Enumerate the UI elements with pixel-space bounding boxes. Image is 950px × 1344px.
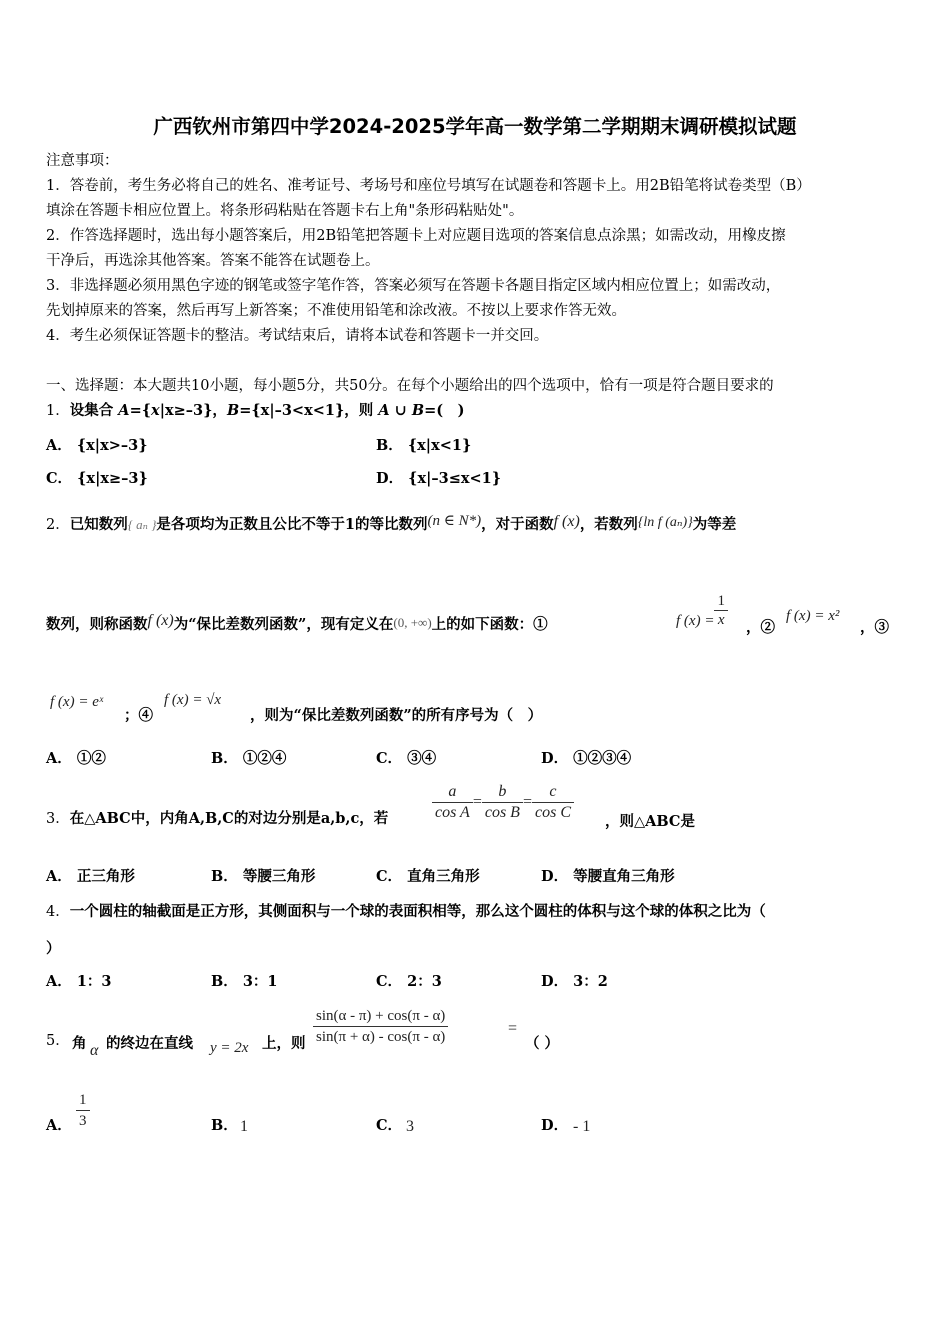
q3-tail: ，则△ABC是 (605, 813, 695, 830)
q3-option-a: A． 正三角形 (46, 868, 135, 885)
q4-option-b: B． 3：1 (211, 973, 278, 990)
q5-option-d-label: D． (541, 1117, 569, 1134)
q5-text-1: 角 (72, 1035, 87, 1052)
notice-line-4: 干净后，再选涂其他答案。答案不能答在试题卷上。 (46, 253, 380, 269)
function-2: f (x) = x² (786, 608, 840, 624)
section-heading: 一、选择题：本大题共10小题，每小题5分，共50分。在每个小题给出的四个选项中，恰有一项是符合题目要求的 (46, 378, 774, 394)
q2-option-b: B． ①②④ (211, 750, 287, 767)
q3-option-d: D． 等腰直角三角形 (541, 868, 675, 885)
q3-option-b: B． 等腰三角形 (211, 868, 316, 885)
q2-sep-3: ，③ (860, 619, 889, 636)
question-4-line-2: ） (46, 940, 61, 957)
q5-option-a-value: $\frac{1}{3}$ (76, 1090, 90, 1131)
q5-text-3: 上，则 (262, 1035, 306, 1052)
function-1: f (x) = $\frac{1}{x}$ (676, 592, 728, 629)
page-title: 广西钦州市第四中学2024-2025学年高一数学第二学期期末调研模拟试题 (153, 115, 797, 138)
q2-sep-2: ，② (746, 619, 775, 636)
notice-heading: 注意事项： (46, 153, 119, 169)
q1-option-a: A． {x|x>–3} (46, 437, 148, 454)
q2-sep-4: ；④ (124, 707, 153, 724)
q5-option-b-value: 1 (240, 1118, 248, 1135)
q3-option-c: C． 直角三角形 (376, 868, 480, 885)
notice-line-6: 先划掉原来的答案，然后再写上新答案；不准使用铅笔和涂改液。不按以上要求作答无效。 (46, 303, 626, 319)
question-1: 1．设集合 A={x|x≥–3}，B={x|–3<x<1}，则 A ∪ B=( ) (46, 402, 465, 419)
question-number: 3． (46, 811, 70, 827)
q3-equation: $\frac{a}{\text{cos A}}$ = $\frac{b}{\text{cos B}}$ = $\frac{c}{\text{cos C}}$ (432, 782, 574, 823)
q5-option-d-value: - 1 (573, 1118, 591, 1135)
q1-option-b: B． {x|x<1} (376, 437, 472, 454)
notice-line-5: 3．非选择题必须用黑色字迹的钢笔或签字笔作答，答案必须写在答题卡各题目指定区域内相应位置上；如需改动， (46, 278, 781, 294)
question-2-line-1: 2．已知数列{ aₙ }是各项均为正数且公比不等于1的等比数列(n ∈ N*)，对于函数f (x)，若数列{ln f (aₙ)}为等差 (46, 513, 737, 533)
question-3: 3．在△ABC中，内角A,B,C的对边分别是a,b,c，若 (46, 810, 389, 827)
q4-option-a: A． 1：3 (46, 973, 112, 990)
q4-option-d: D． 3：2 (541, 973, 608, 990)
q5-option-c-value: 3 (406, 1118, 414, 1135)
q5-text-2: 的终边在直线 (106, 1035, 193, 1052)
function-4: f (x) = √x (164, 692, 222, 708)
q5-tail: （ ） (525, 1035, 560, 1052)
q2-option-c: C． ③④ (376, 750, 437, 767)
q5-expression: $\frac{\sin(\alpha - \pi) + \cos(\pi - \alpha)}{\sin(\pi + \alpha) - \cos(\pi - \alpha)}$ (313, 1006, 448, 1047)
q5-option-b-label: B． (211, 1117, 238, 1134)
q5-option-a-label: A． (46, 1117, 72, 1134)
notice-line-1: 1．答卷前，考生务必将自己的姓名、准考证号、考场号和座位号填写在试题卷和答题卡上。用2B铅笔将试卷类型（B） (46, 178, 811, 194)
q5-line-equation: y = 2x (210, 1040, 249, 1056)
function-3: f (x) = eˣ (50, 694, 104, 710)
q2-tail: ，则为“保比差数列函数”的所有序号为（ ） (250, 707, 543, 724)
question-number: 4． (46, 904, 70, 920)
q1-option-c: C． {x|x≥–3} (46, 470, 148, 487)
q5-alpha: α (90, 1042, 99, 1059)
question-2-line-2: 数列，则称函数f (x)为“保比差数列函数”，现有定义在(0, +∞)上的如下函数：① (46, 612, 548, 633)
q2-option-a: A． ①② (46, 750, 106, 767)
q1-option-d: D． {x|–3≤x<1} (376, 470, 502, 487)
notice-line-7: 4．考生必须保证答题卡的整洁。考试结束后，请将本试卷和答题卡一并交回。 (46, 328, 549, 344)
q5-equals: = (508, 1020, 518, 1037)
question-4-line-1: 4．一个圆柱的轴截面是正方形，其侧面积与一个球的表面积相等，那么这个圆柱的体积与这个球的体积之比为（ (46, 903, 766, 920)
q2-option-d: D． ①②③④ (541, 750, 632, 767)
notice-line-2: 填涂在答题卡相应位置上。将条形码粘贴在答题卡右上角"条形码粘贴处"。 (46, 203, 524, 219)
question-5-number: 5． (46, 1033, 70, 1049)
question-number: 1． (46, 403, 70, 419)
notice-line-3: 2．作答选择题时，选出每小题答案后，用2B铅笔把答题卡上对应题目选项的答案信息点涂黑；如需改动，用橡皮擦 (46, 228, 786, 244)
question-number: 2． (46, 517, 70, 533)
q5-option-c-label: C． (376, 1117, 403, 1134)
q4-option-c: C． 2：3 (376, 973, 442, 990)
